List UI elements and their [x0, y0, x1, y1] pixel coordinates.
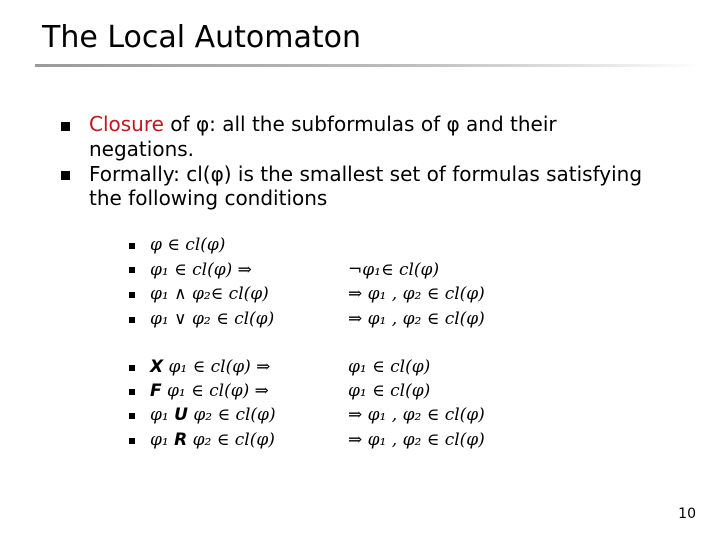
- condition-5-left: X φ₁ ∈ cl(φ) ⇒: [150, 357, 271, 377]
- sub-bullet-marker: [129, 317, 135, 323]
- next-operator: X: [150, 357, 164, 377]
- condition-8-right: ⇒ φ₁ , φ₂ ∈ cl(φ): [348, 430, 485, 450]
- sub-bullet-marker: [129, 292, 135, 298]
- condition-3-left: φ₁ ∧ φ₂∈ cl(φ): [150, 284, 269, 304]
- condition-4-left: φ₁ ∨ φ₂ ∈ cl(φ): [150, 309, 275, 329]
- bullet-2-line-1: Formally: cl(φ) is the smallest set of formulas satisfying: [89, 162, 643, 186]
- slide-title: The Local Automaton: [42, 20, 362, 55]
- condition-6-left: F φ₁ ∈ cl(φ) ⇒: [150, 381, 269, 401]
- sub-bullet-marker: [129, 365, 135, 371]
- sub-bullet-marker: [129, 389, 135, 395]
- release-operator: R: [174, 430, 188, 450]
- closure-term: Closure: [89, 112, 164, 136]
- title-divider: [35, 64, 700, 67]
- condition-2-left: φ₁ ∈ cl(φ) ⇒: [150, 260, 252, 280]
- condition-8-left: φ₁ R φ₂ ∈ cl(φ): [150, 430, 275, 450]
- page-number: 10: [678, 506, 696, 522]
- condition-7-right: ⇒ φ₁ , φ₂ ∈ cl(φ): [348, 405, 485, 425]
- bullet-marker: [61, 122, 70, 131]
- sub-bullet-marker: [129, 267, 135, 273]
- future-operator: F: [150, 381, 162, 401]
- bullet-marker: [61, 171, 70, 180]
- sub-bullet-marker: [129, 438, 135, 444]
- until-operator: U: [174, 405, 188, 425]
- bullet-2-line-2: the following conditions: [89, 186, 328, 210]
- sub-bullet-marker: [129, 413, 135, 419]
- bullet-1-line-2: negations.: [89, 137, 195, 161]
- sub-bullet-marker: [129, 243, 135, 249]
- condition-3-right: ⇒ φ₁ , φ₂ ∈ cl(φ): [348, 284, 485, 304]
- condition-5-right: φ₁ ∈ cl(φ): [348, 357, 431, 377]
- bullet-1-line-1: [89, 113, 557, 135]
- condition-4-right: ⇒ φ₁ , φ₂ ∈ cl(φ): [348, 309, 485, 329]
- bullet-1-line-1-rest: of φ: all the subformulas of φ and their: [163, 112, 557, 136]
- condition-6-right: φ₁ ∈ cl(φ): [348, 381, 431, 401]
- condition-1-left: φ ∈ cl(φ): [150, 235, 226, 255]
- condition-7-left: φ₁ U φ₂ ∈ cl(φ): [150, 405, 276, 425]
- condition-2-right: ¬φ₁∈ cl(φ): [348, 260, 440, 280]
